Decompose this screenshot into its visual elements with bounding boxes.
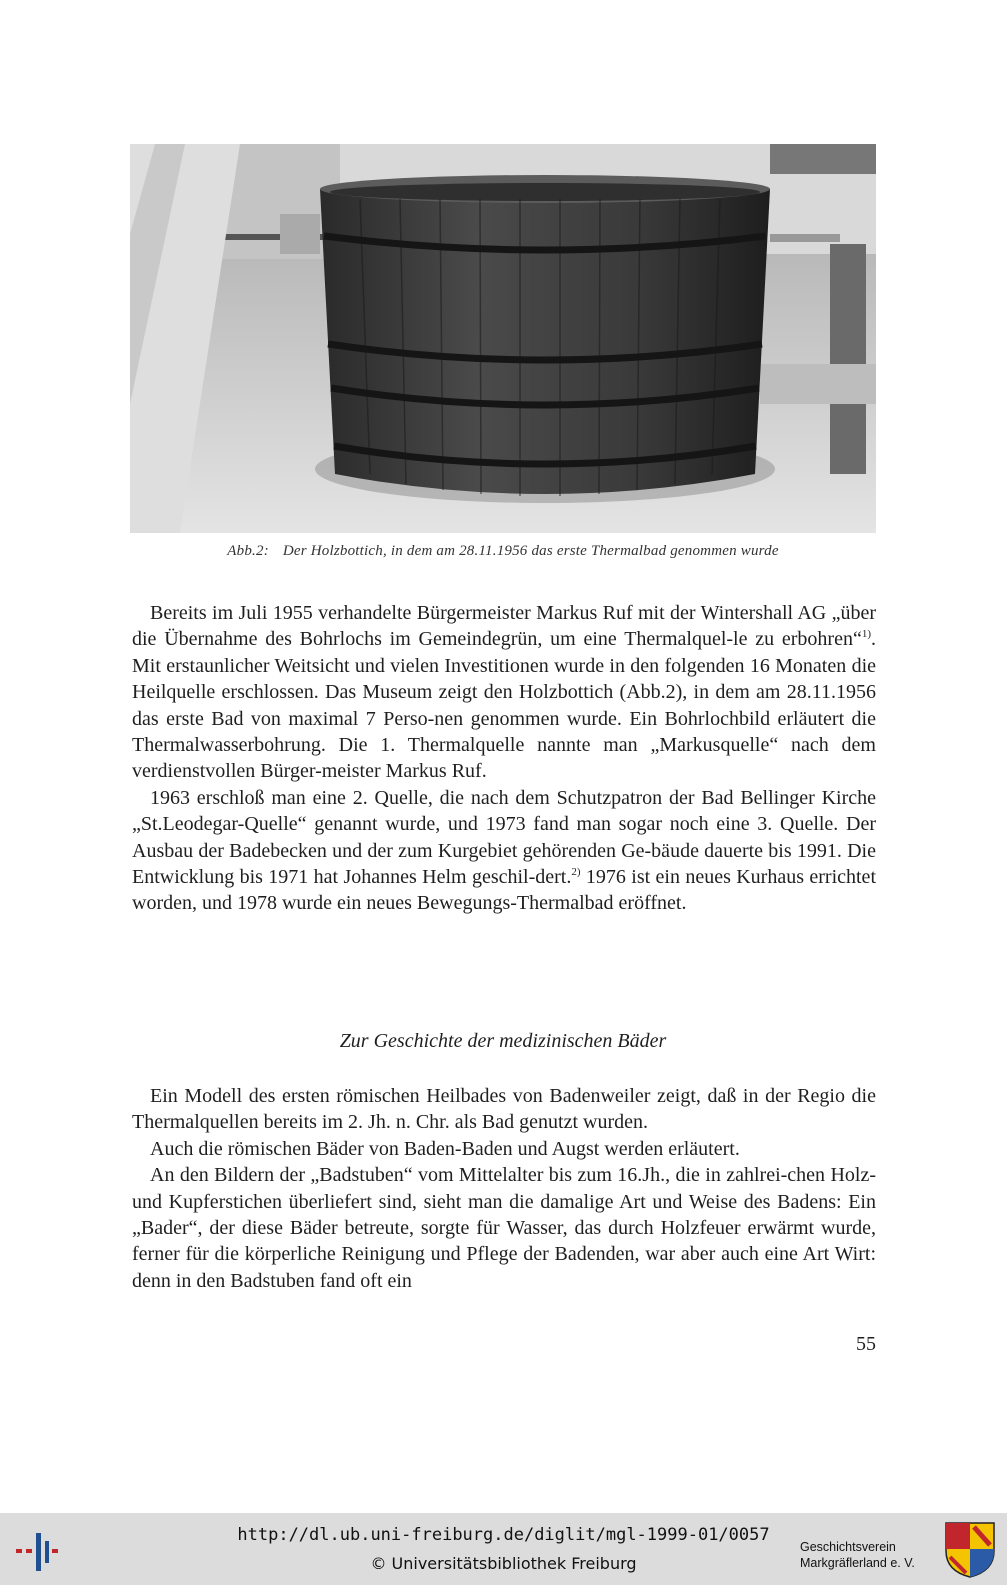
paragraph-text: . Mit erstaunlicher Weitsicht und vielen Investitionen wurde in den folgenden 16 Monaten die Heilquelle erschlossen. Das Museum zeigt den Holzbottich (Abb.2), in dem am 28.11.1956 das erste Bad von maximal 7 Perso-nen genommen wurde. Ein Bohrlochbild erläutert die Thermalwasserbohrung. Die 1. Thermalquelle nannte man „Markusquelle“ nach dem verdienstvollen Bürger-meister Markus Ruf. <box>132 628 876 783</box>
page-number: 55 <box>856 1333 876 1355</box>
figure-caption-text: Der Holzbottich, in dem am 28.11.1956 das erste Thermalbad genommen wurde <box>282 543 779 559</box>
paragraph-text: 1963 erschloß man eine 2. Quelle, die nach dem Schutzpatron der Bad Bellinger Kirche „St.Leodegar-Quelle“ genannt wurde, und 1973 fand man sogar noch eine 3. Quelle. Der Ausbau der Badebecken und der zum Kurgebiet gehörenden Ge-bäude dauerte bis 1991. Die Entwicklung bis 1971 hat Johannes Helm geschil-dert. <box>132 786 876 889</box>
coat-of-arms-icon <box>944 1521 996 1579</box>
section-1-text <box>132 600 876 917</box>
wooden-tub-photo <box>130 144 876 533</box>
paragraph: An den Bildern der „Badstuben“ vom Mittelalter bis zum 16.Jh., die in zahlrei-chen Holz- und Kupferstichen überliefert sind, sieht man die damalige Art und Weise des Badens: Ein „Bader“, der diese Bäder betreute, sorgte für Wasser, das durch Holzfeuer erwärmt wurde, ferner für die körperliche Reinigung und Pflege der Badenden, war aber auch eine Art Wirt: denn in den Badstuben fand oft ein <box>132 1164 876 1292</box>
paragraph <box>132 600 876 785</box>
footnote-marker: 2) <box>571 866 581 879</box>
footer-url[interactable]: http://dl.ub.uni-freiburg.de/diglit/mgl-1999-01/0057 <box>237 1525 770 1545</box>
paragraph <box>132 785 876 917</box>
paragraph-text: 1976 ist ein neues Kurhaus errichtet worden, und 1978 wurde ein neues Bewegungs-Thermalbad eröffnet. <box>132 866 876 915</box>
figure-caption <box>130 543 876 560</box>
section-2-text <box>132 1083 876 1294</box>
society-name <box>800 1539 930 1571</box>
figure-label: Abb.2: <box>227 543 269 559</box>
section-heading: Zur Geschichte der medizinischen Bäder <box>339 1030 667 1052</box>
society-name-line1: Geschichtsverein <box>800 1540 896 1554</box>
footer-bar <box>0 1513 1007 1585</box>
footer-copyright: © Universitätsbibliothek Freiburg <box>370 1554 637 1573</box>
footnote-marker: 1) <box>861 628 871 641</box>
paragraph: Auch die römischen Bäder von Baden-Baden und Augst werden erläutert. <box>150 1137 740 1160</box>
figure-photo <box>130 144 876 533</box>
paragraph: Ein Modell des ersten römischen Heilbades von Badenweiler zeigt, daß in der Regio die Thermalquellen bereits im 2. Jh. n. Chr. als Bad genutzt wurden. <box>132 1085 876 1134</box>
paragraph-text: Bereits im Juli 1955 verhandelte Bürgermeister Markus Ruf mit der Wintershall AG „über die Übernahme des Bohrlochs im Gemeindegrün, um eine Thermalquel-le zu erbohren“ <box>132 602 876 651</box>
society-name-line2: Markgräflerland e. V. <box>800 1556 915 1570</box>
